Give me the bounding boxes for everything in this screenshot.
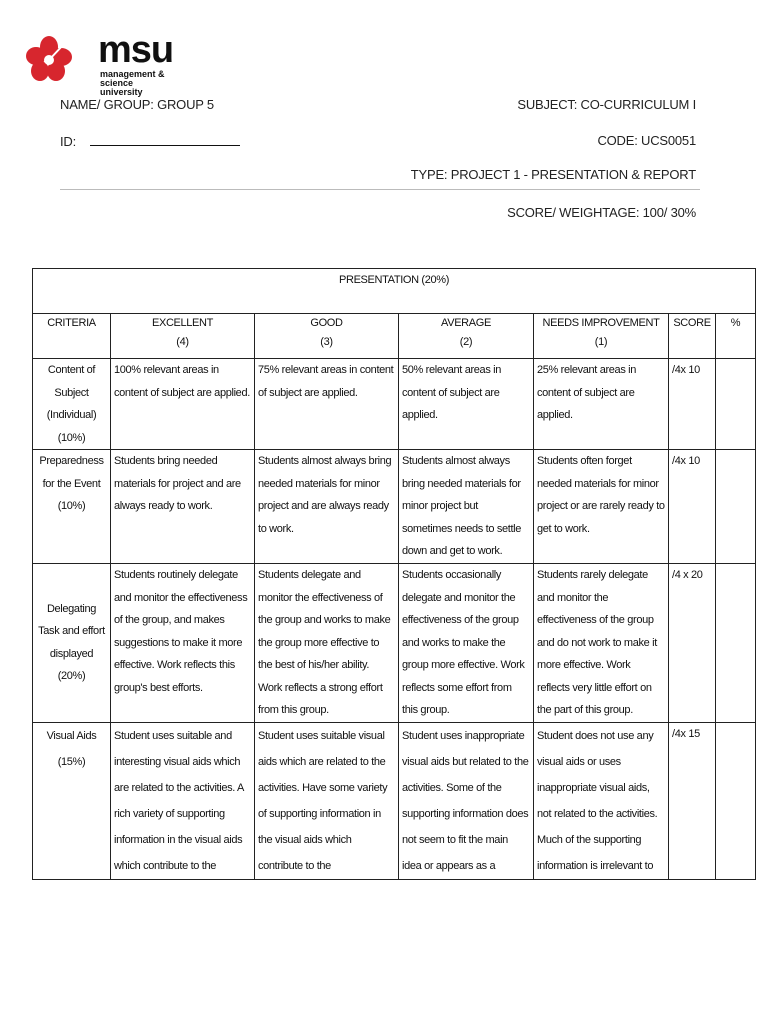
header-needs-label: NEEDS IMPROVEMENT [542, 317, 660, 329]
criteria-cell: Visual Aids (15%) [33, 722, 111, 879]
id-label: ID: [60, 134, 77, 149]
criteria-cell: Preparedness for the Event (10%) [33, 450, 111, 564]
logo-wordmark: msu [98, 29, 174, 71]
type-field: TYPE: PROJECT 1 - PRESENTATION & REPORT [410, 167, 696, 182]
excellent-cell: Students routinely delegate and monitor the effectiveness of the group, and makes suggestions to make it more effective. Work reflects this group's best efforts. [111, 564, 255, 723]
table-header-row [33, 314, 756, 359]
percent-cell [716, 359, 756, 450]
header-needs-points: (1) [594, 336, 608, 348]
score-cell: /4x 10 [669, 450, 716, 564]
table-row [33, 564, 756, 723]
header-excellent-points: (4) [176, 336, 189, 348]
header-excellent [111, 314, 255, 359]
average-cell: Students occasionally delegate and monitor the effectiveness of the group and works to make the group more effective. Work reflects some effort from this group. [399, 564, 534, 723]
excellent-cell: Student uses suitable and interesting visual aids which are related to the activities. A rich variety of supporting information in the visual aids which contribute to the [111, 722, 255, 879]
header-score: SCORE [669, 314, 716, 359]
needs-improvement-cell: 25% relevant areas in content of subject are applied. [534, 359, 669, 450]
logo-subtitle-line1: management & [100, 69, 165, 79]
average-cell: Student uses inappropriate visual aids but related to the activities. Some of the supporting information does not seem to fit the main idea or appears as a [399, 722, 534, 879]
score-cell: /4x 15 [669, 722, 716, 879]
table-title: PRESENTATION (20%) [33, 269, 756, 314]
header-good-points: (3) [320, 336, 333, 348]
average-cell: Students almost always bring needed materials for minor project but sometimes needs to settle down and get to work. [399, 450, 534, 564]
score-cell: /4x 10 [669, 359, 716, 450]
header-good [255, 314, 399, 359]
header-percent: % [716, 314, 756, 359]
table-row [33, 722, 756, 879]
table-title-row [33, 269, 756, 314]
logo-subtitle [100, 70, 176, 97]
average-cell: 50% relevant areas in content of subject are applied. [399, 359, 534, 450]
good-cell: Students almost always bring needed materials for minor project and are always ready to work. [255, 450, 399, 564]
good-cell: 75% relevant areas in content of subject are applied. [255, 359, 399, 450]
percent-cell [716, 722, 756, 879]
code-field: CODE: UCS0051 [597, 133, 696, 148]
percent-cell [716, 450, 756, 564]
id-field [60, 133, 240, 149]
header-good-label: GOOD [310, 317, 343, 329]
header-average [399, 314, 534, 359]
table-row [33, 359, 756, 450]
percent-cell [716, 564, 756, 723]
score-cell: /4 x 20 [669, 564, 716, 723]
criteria-cell: Delegating Task and effort displayed (20%) [33, 564, 111, 723]
excellent-cell: Students bring needed materials for project and are always ready to work. [111, 450, 255, 564]
header-criteria: CRITERIA [33, 314, 111, 359]
logo-subtitle-line2: science university [100, 78, 143, 97]
subject-field: SUBJECT: CO-CURRICULUM I [517, 97, 696, 112]
table-row [33, 450, 756, 564]
needs-improvement-cell: Students rarely delegate and monitor the effectiveness of the group and do not work to make it more effective. Work reflects very little effort on the part of this group. [534, 564, 669, 723]
msu-logo [26, 29, 176, 97]
header-needs-improvement [534, 314, 669, 359]
hibiscus-logo-icon [26, 36, 72, 82]
good-cell: Students delegate and monitor the effectiveness of the group and works to make the group more effective to the best of his/her ability. Work reflects a strong effort from this group. [255, 564, 399, 723]
needs-improvement-cell: Student does not use any visual aids or uses inappropriate visual aids, not related to the activities. Much of the supporting information is irrelevant to [534, 722, 669, 879]
header-average-label: AVERAGE [441, 317, 491, 329]
good-cell: Student uses suitable visual aids which are related to the activities. Have some variety of supporting information in the visual aids which contribute to the [255, 722, 399, 879]
header-average-points: (2) [459, 336, 473, 348]
id-blank-line [90, 133, 240, 146]
criteria-cell: Content of Subject (Individual) (10%) [33, 359, 111, 450]
score-weightage-field: SCORE/ WEIGHTAGE: 100/ 30% [507, 205, 696, 220]
name-group-field: NAME/ GROUP: GROUP 5 [60, 97, 214, 112]
header-excellent-label: EXCELLENT [151, 317, 214, 329]
needs-improvement-cell: Students often forget needed materials for minor project or are rarely ready to get to work. [534, 450, 669, 564]
excellent-cell: 100% relevant areas in content of subject are applied. [111, 359, 255, 450]
header-divider [60, 189, 700, 190]
rubric-table [32, 268, 756, 880]
